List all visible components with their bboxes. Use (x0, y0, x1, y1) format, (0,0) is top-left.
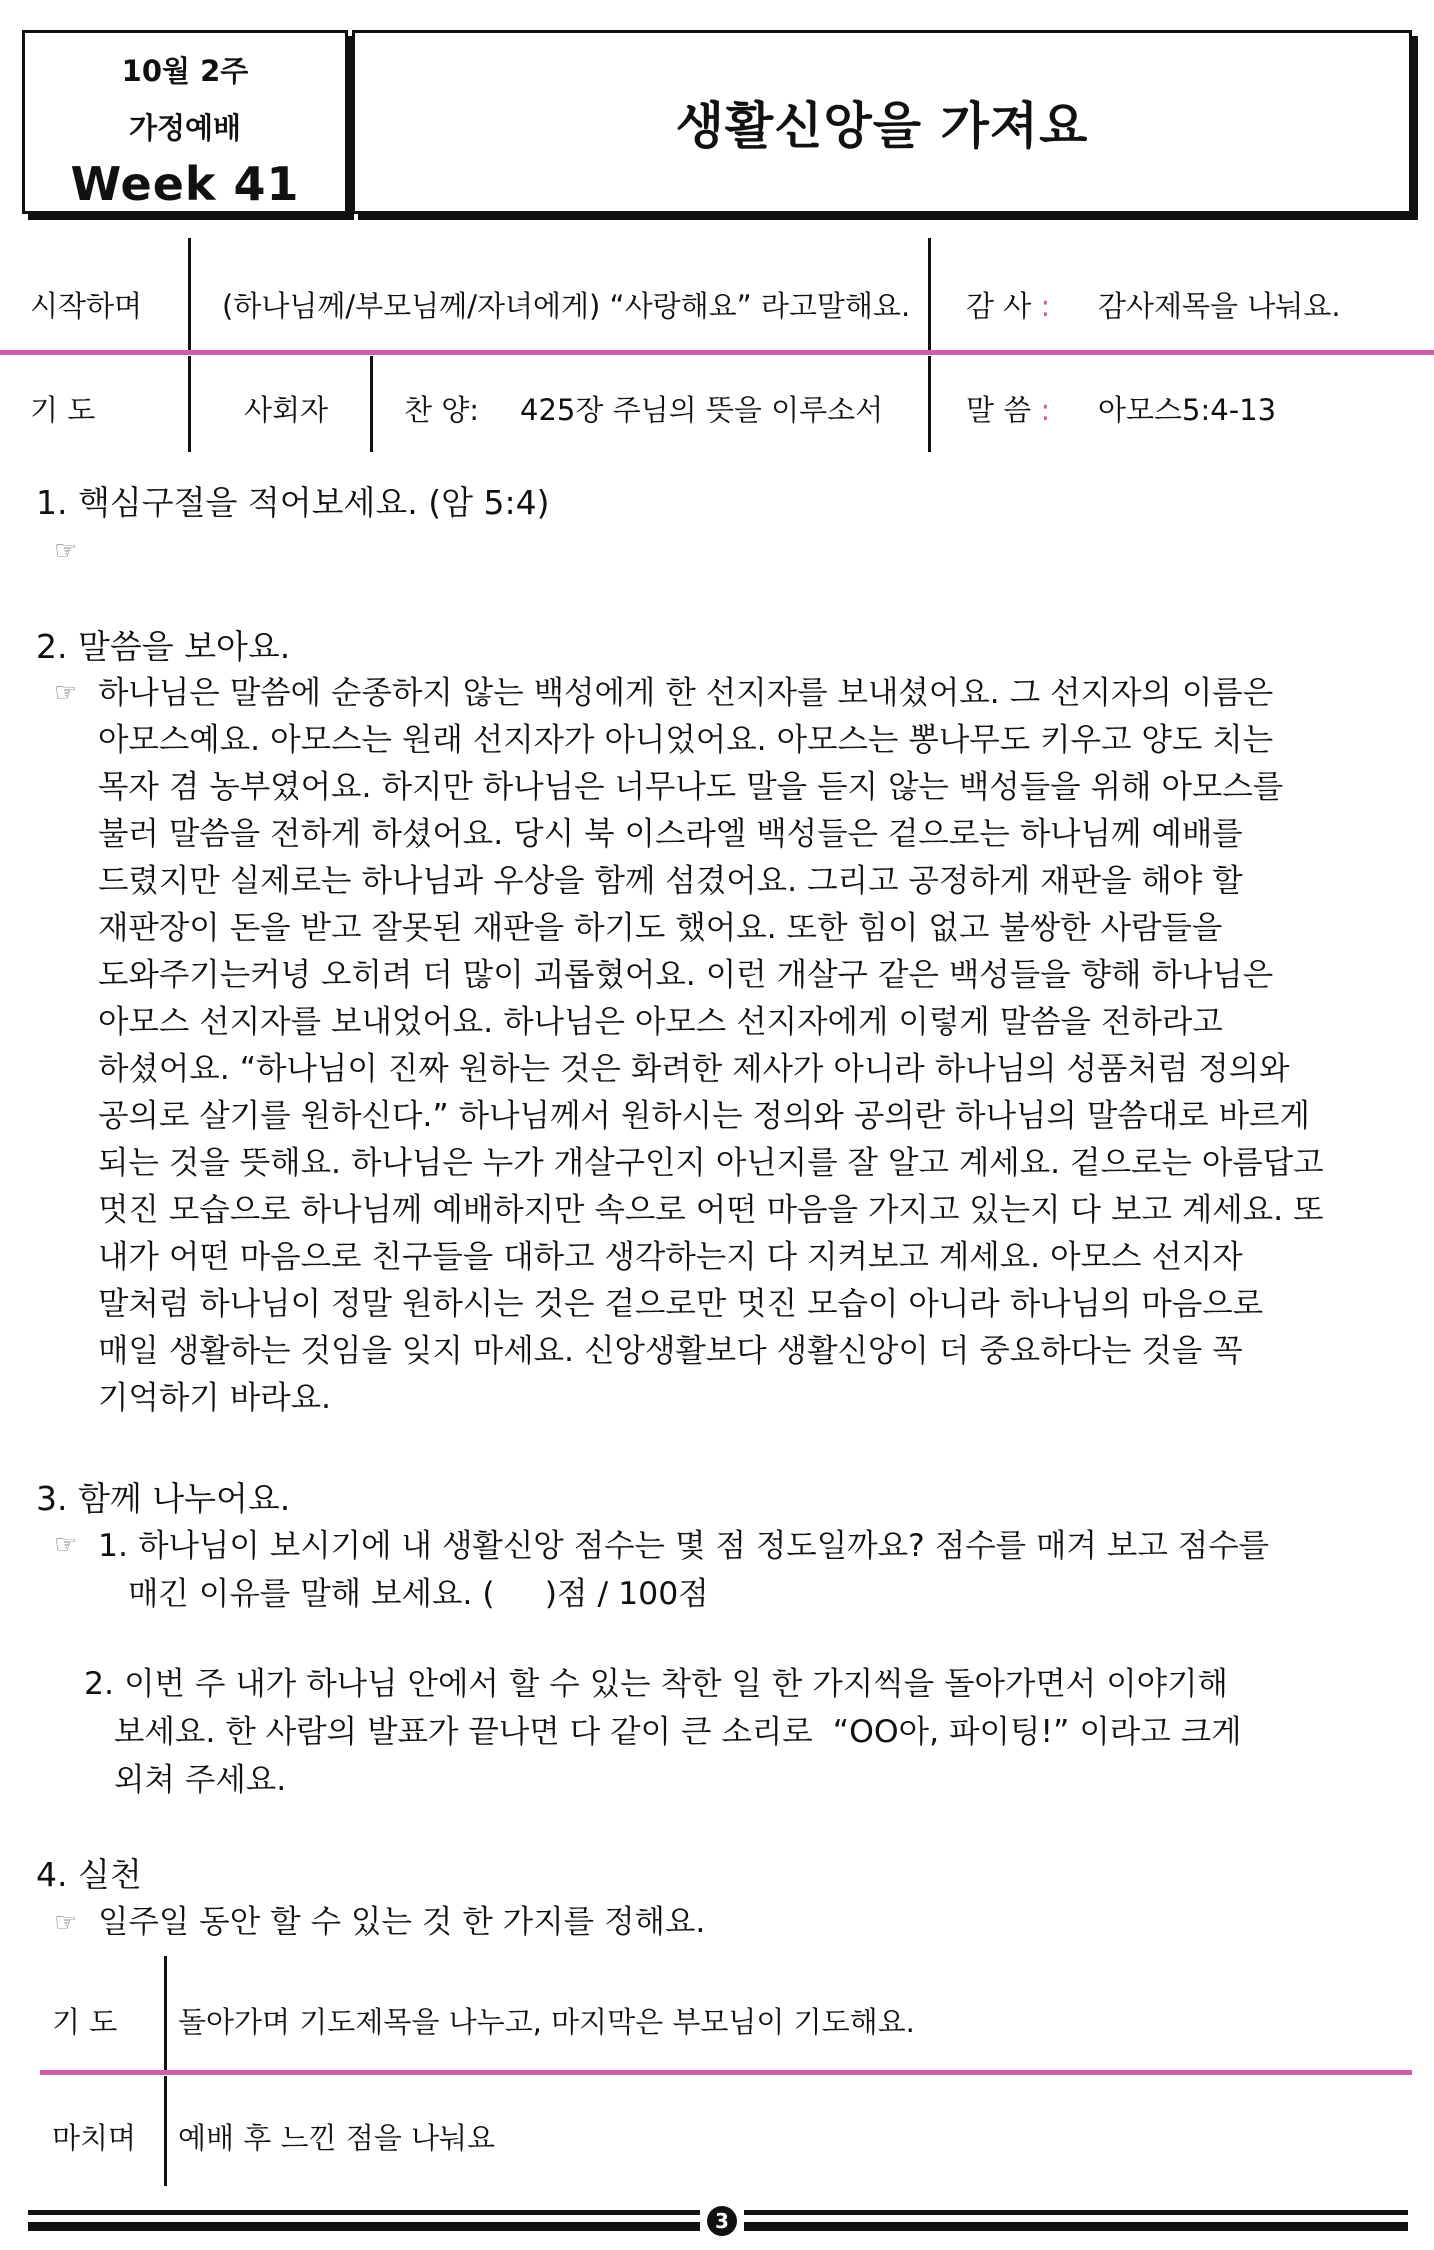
sermon-line: 아모스예요. 아모스는 원래 선지자가 아니었어요. 아모스는 뽕나무도 키우고 양도 치는 (98, 722, 1274, 758)
question-1 (98, 1522, 1269, 1618)
prayer-label: 기 도 (30, 393, 96, 427)
sermon-line: 도와주기는커녕 오히려 더 많이 괴롭혔어요. 이런 개살구 같은 백성들을 향해 하나님은 (98, 957, 1274, 993)
question-1-line: 매긴 이유를 말해 보세요. ( )점 / 100점 (98, 1576, 709, 1612)
pink-rule (40, 2070, 1412, 2075)
closing-end-text: 예배 후 느낀 점을 나눠요 (178, 2121, 496, 2155)
thanks-label: 감 사 : (966, 289, 1051, 323)
worship-line: 가정예배 (128, 111, 242, 145)
question-2-line: 외쳐 주세요. (84, 1762, 287, 1798)
section-4-title: 4. 실천 (36, 1855, 142, 1894)
hand-icon: ☞ (54, 678, 78, 708)
page-number: 3 (707, 2206, 737, 2236)
sermon-line: 멋진 모습으로 하나님께 예배하지만 속으로 어떤 마음을 가지고 있는지 다 보고 계세요. 또 (98, 1192, 1324, 1228)
question-2 (84, 1660, 1242, 1804)
question-2-line: 2. 이번 주 내가 하나님 안에서 할 수 있는 착한 일 한 가지씩을 돌아가면서 이야기해 (84, 1666, 1228, 1702)
sermon-line: 재판장이 돈을 받고 잘못된 재판을 하기도 했어요. 또한 힘이 없고 불쌍한 사람들을 (98, 910, 1223, 946)
start-label: 시작하며 (30, 289, 143, 323)
sermon-line: 내가 어떤 마음으로 친구들을 대하고 생각하는지 다 지켜보고 계세요. 아모스 선지자 (98, 1239, 1243, 1275)
week-box (22, 30, 348, 214)
sermon-line: 말처럼 하나님이 정말 원하시는 것은 겉으로만 멋진 모습이 아니라 하나님의 마음으로 (98, 1286, 1264, 1322)
closing-prayer-label: 기 도 (52, 2005, 118, 2039)
sermon-line: 하셨어요. “하나님이 진짜 원하는 것은 화려한 제사가 아니라 하나님의 성품처럼 정의와 (98, 1051, 1290, 1087)
sermon-line: 하나님은 말씀에 순종하지 않는 백성에게 한 선지자를 보내셨어요. 그 선지자의 이름은 (98, 675, 1274, 711)
start-text: (하나님께/부모님께/자녀에게) “사랑해요” 라고말해요. (222, 289, 911, 323)
divider (188, 356, 191, 452)
sermon-line: 기억하기 바라요. (98, 1380, 332, 1416)
footer-rule (744, 2210, 1408, 2215)
practice-text: 일주일 동안 할 수 있는 것 한 가지를 정해요. (98, 1904, 706, 1940)
sermon-line: 드렸지만 실제로는 하나님과 우상을 함께 섬겼어요. 그리고 공정하게 재판을 해야 할 (98, 863, 1243, 899)
closing-end-label: 마치며 (52, 2121, 137, 2155)
sermon-line: 아모스 선지자를 보내었어요. 하나님은 아모스 선지자에게 이렇게 말씀을 전하라고 (98, 1004, 1223, 1040)
word-label: 말 씀 : (966, 393, 1051, 427)
divider (164, 2076, 167, 2186)
section-1-title: 1. 핵심구절을 적어보세요. (암 5:4) (36, 483, 550, 522)
divider (164, 1956, 167, 2070)
date-line: 10월 2주 (121, 54, 249, 88)
pink-rule (0, 350, 1434, 355)
divider (928, 356, 931, 452)
page-title: 생활신앙을 가져요 (675, 97, 1089, 155)
sermon-line: 되는 것을 뜻해요. 하나님은 누가 개살구인지 아닌지를 잘 알고 계세요. 겉으로는 아름답고 (98, 1145, 1324, 1181)
divider (370, 356, 373, 452)
thanks-text: 감사제목을 나눠요. (1098, 289, 1341, 323)
section-2-title: 2. 말씀을 보아요. (36, 627, 291, 666)
divider (928, 238, 931, 350)
footer-rule (28, 2210, 700, 2215)
sermon-line: 공의로 살기를 원하신다.” 하나님께서 원하시는 정의와 공의란 하나님의 말씀대로 바르게 (98, 1098, 1310, 1134)
question-2-line: 보세요. 한 사람의 발표가 끝나면 다 같이 큰 소리로 “OO아, 파이팅!” 이라고 크게 (84, 1714, 1242, 1750)
sermon-paragraph (98, 670, 1398, 1422)
footer-rule (744, 2222, 1408, 2231)
sermon-line: 매일 생활하는 것임을 잊지 마세요. 신앙생활보다 생활신앙이 더 중요하다는 것을 꼭 (98, 1333, 1243, 1369)
word-colon: : (1040, 393, 1051, 427)
hand-icon: ☞ (54, 1908, 78, 1938)
footer-rule (28, 2222, 700, 2231)
hymn-text: 425장 주님의 뜻을 이루소서 (520, 393, 884, 427)
week-label: Week 41 (70, 157, 300, 211)
closing-prayer-text: 돌아가며 기도제목을 나누고, 마지막은 부모님이 기도해요. (178, 2005, 915, 2039)
divider (188, 238, 191, 350)
question-1-line: 1. 하나님이 보시기에 내 생활신앙 점수는 몇 점 정도일까요? 점수를 매겨 보고 점수를 (98, 1528, 1270, 1564)
title-box (352, 30, 1412, 214)
hand-icon: ☞ (54, 536, 78, 566)
word-text: 아모스5:4-13 (1098, 393, 1277, 427)
hand-icon: ☞ (54, 1530, 78, 1560)
leader-label: 사회자 (244, 393, 329, 427)
sermon-line: 목자 겸 농부였어요. 하지만 하나님은 너무나도 말을 듣지 않는 백성들을 위해 아모스를 (98, 769, 1284, 805)
sermon-line: 불러 말씀을 전하게 하셨어요. 당시 북 이스라엘 백성들은 겉으로는 하나님께 예배를 (98, 816, 1243, 852)
section-3-title: 3. 함께 나누어요. (36, 1479, 291, 1518)
thanks-colon: : (1040, 289, 1051, 323)
hymn-label: 찬 양: (404, 393, 480, 427)
